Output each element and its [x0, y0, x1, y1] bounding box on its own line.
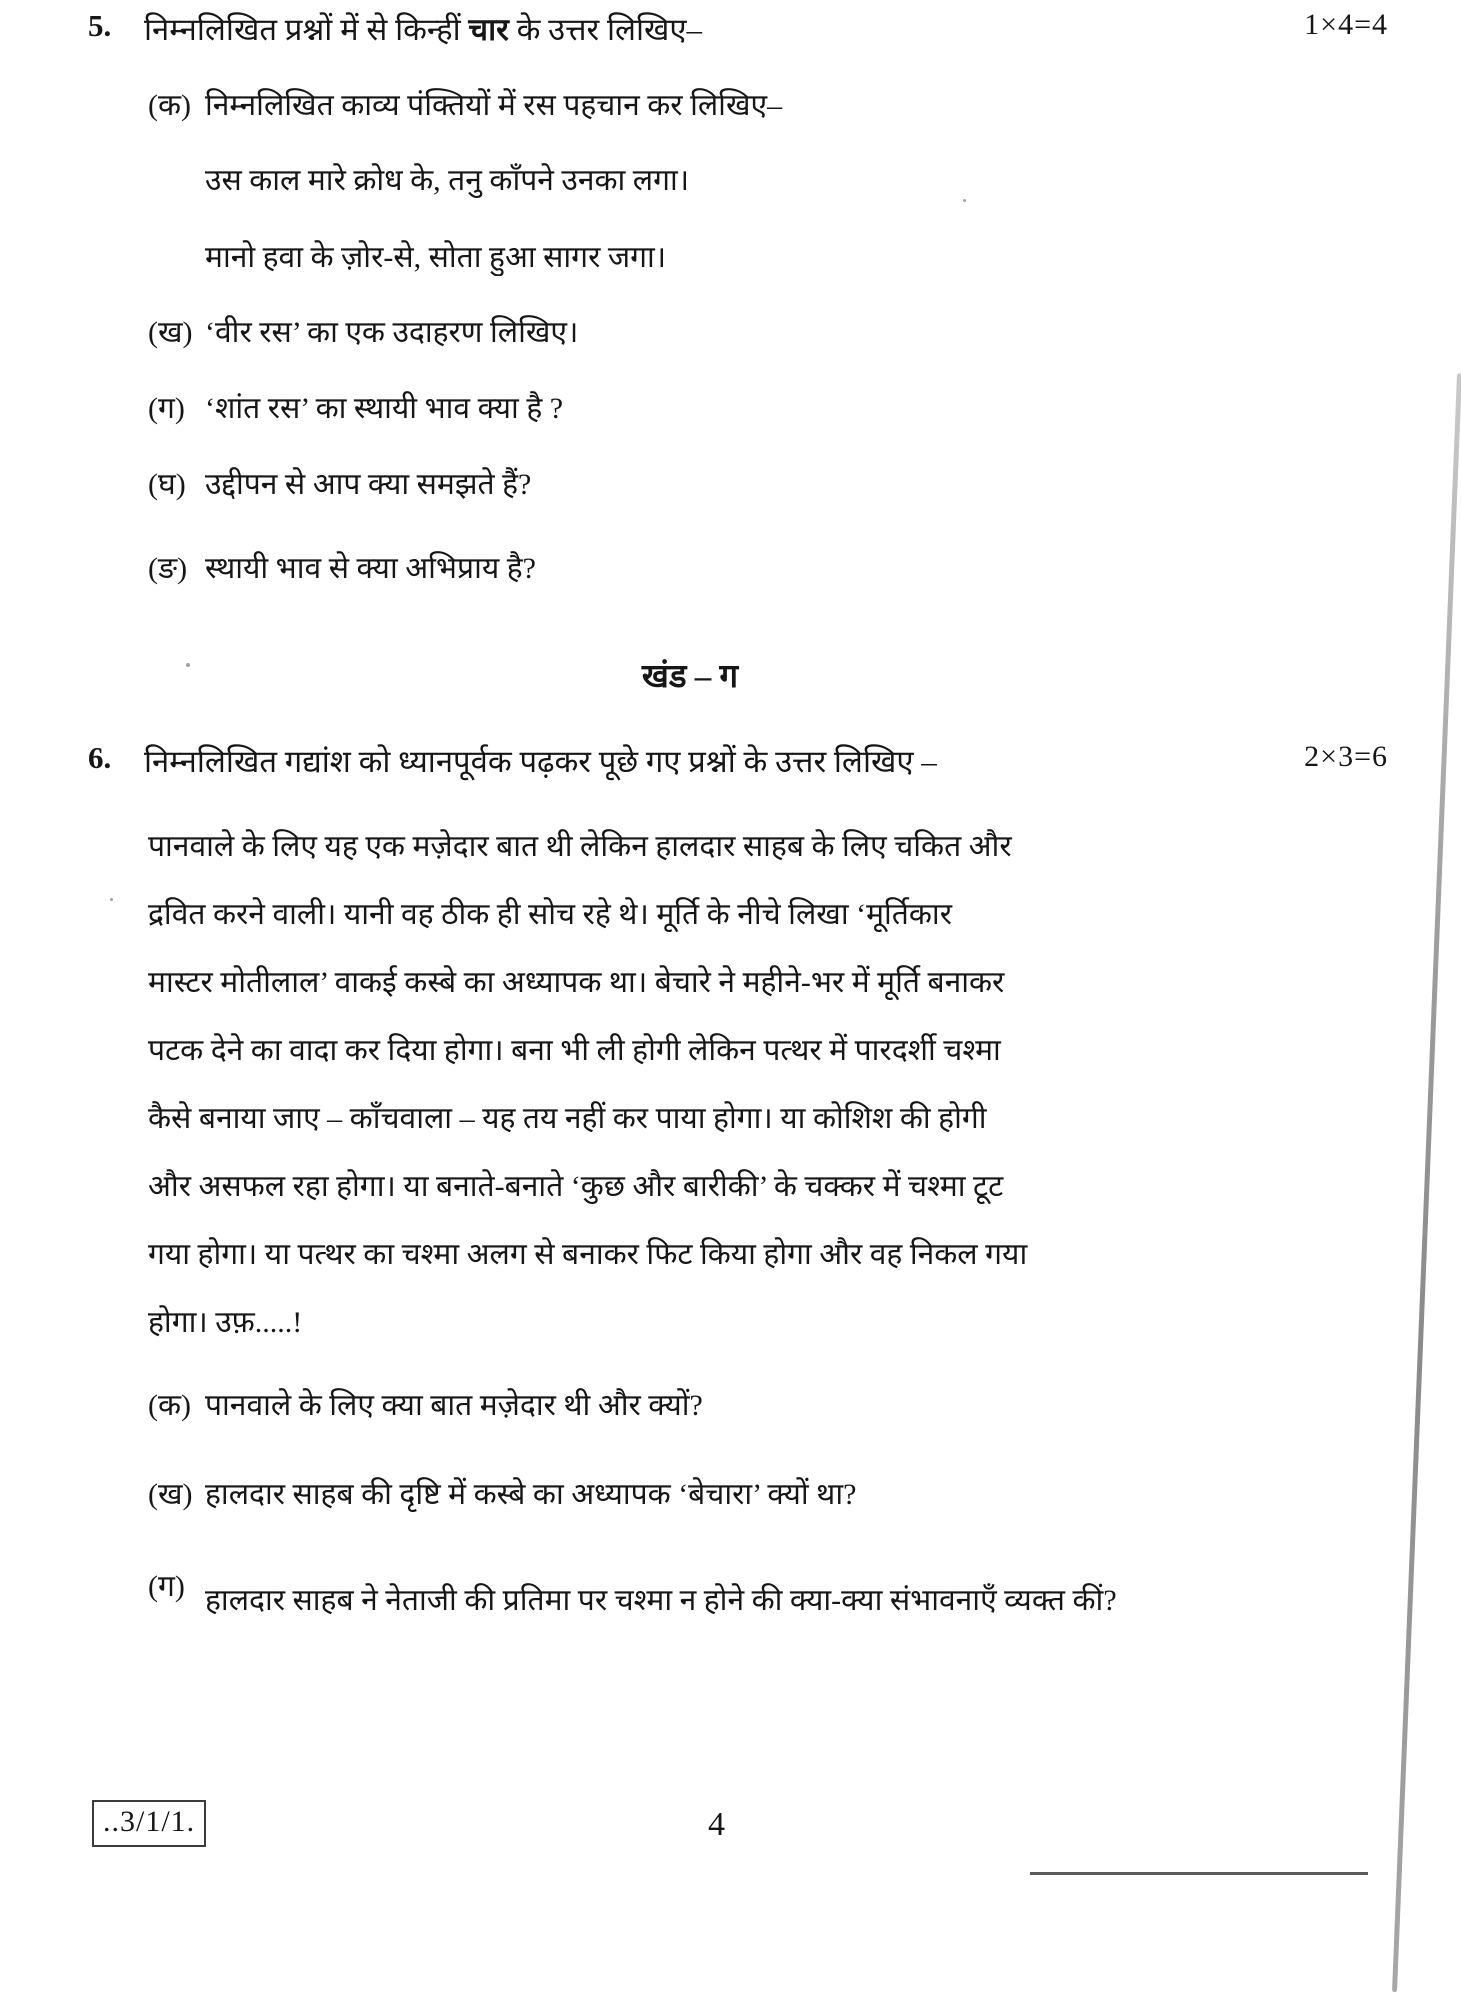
section-title: खंड – ग [641, 659, 739, 695]
question-5-sub-a-row [148, 83, 1388, 124]
question-6-sub-a-label: (क) [148, 1389, 192, 1422]
question-6-marks: 2×3=6 [1304, 740, 1388, 773]
question-6-sub-a-row [148, 1383, 1388, 1424]
question-5-sub-a-label: (क) [148, 89, 192, 122]
question-5-header-row [88, 8, 1388, 50]
question-5-sub-e-text: स्थायी भाव से क्या अभिप्राय है? [205, 552, 536, 585]
question-5-marks: 1×4=4 [1304, 8, 1388, 41]
question-6-sub-b-row [148, 1472, 1388, 1513]
question-5-sub-c-label: (ग) [148, 392, 185, 425]
passage-line: गया होगा। या पत्थर का चश्मा अलग से बनाकर फिट किया होगा और वह निकल गया [148, 1238, 1028, 1271]
question-5-sub-d-label: (घ) [148, 468, 186, 501]
paper-code-box: ..3/1/1. [92, 1800, 206, 1847]
page-number: 4 [708, 1806, 725, 1843]
question-5-sub-a-text: निम्नलिखित काव्य पंक्तियों में रस पहचान कर लिखिए– [205, 89, 783, 122]
question-5-sub-c-text: ‘शांत रस’ का स्थायी भाव क्या है ? [205, 392, 564, 425]
poem-line-2: मानो हवा के ज़ोर-से, सोता हुआ सागर जगा। [205, 241, 667, 274]
question-5-text-prefix: निम्नलिखित प्रश्नों में से किन्हीं [144, 12, 469, 47]
poem-line-1: उस काल मारे क्रोध के, तनु काँपने उनका लगा। [205, 164, 690, 197]
passage-line: कैसे बनाया जाए – काँचवाला – यह तय नहीं कर पाया होगा। या कोशिश की होगी [148, 1102, 987, 1135]
question-5-sub-b-row [148, 310, 1388, 351]
passage-line: मास्टर मोतीलाल’ वाकई कस्बे का अध्यापक था। बेचारे ने महीने-भर में मूर्ति बनाकर [148, 966, 1005, 999]
passage-line: होगा। उफ़.....! [148, 1306, 303, 1339]
question-5-sub-b-text: ‘वीर रस’ का एक उदाहरण लिखिए। [205, 316, 579, 349]
question-6-header-row [88, 740, 1388, 782]
scan-edge-artifact [1392, 373, 1461, 1992]
question-6-sub-c-text: हालदार साहब ने नेताजी की प्रतिमा पर चश्मा न होने की क्या-क्या संभावनाएँ व्यक्त कीं? [205, 1584, 1117, 1617]
question-6-sub-c-row [148, 1564, 1388, 1637]
question-5-text [144, 8, 1292, 50]
question-6-text: निम्नलिखित गद्यांश को ध्यानपूर्वक पढ़कर पूछे गए प्रश्नों के उत्तर लिखिए – [144, 744, 937, 779]
question-5-text-bold: चार [468, 12, 509, 47]
footer-rule-line [1030, 1872, 1368, 1875]
question-5-sub-e-label: (ङ) [148, 552, 188, 585]
question-5-sub-d-text: उद्दीपन से आप क्या समझते हैं? [205, 468, 532, 501]
passage-block [148, 822, 1138, 1366]
question-5-text-suffix: के उत्तर लिखिए– [508, 12, 703, 47]
scan-speck [186, 663, 190, 667]
question-6-sub-b-text: हालदार साहब की दृष्टि में कस्बे का अध्यापक ‘बेचारा’ क्यों था? [205, 1478, 857, 1511]
scan-speck [110, 898, 113, 901]
scan-speck [963, 199, 966, 202]
question-6-sub-a-text: पानवाले के लिए क्या बात मज़ेदार थी और क्यों? [205, 1389, 703, 1422]
question-5-sub-c-row [148, 386, 1388, 427]
question-5-sub-b-label: (ख) [148, 316, 193, 349]
passage-line: पटक देने का वादा कर दिया होगा। बना भी ली होगी लेकिन पत्थर में पारदर्शी चश्मा [148, 1034, 1001, 1067]
question-6-number: 6. [88, 740, 112, 775]
passage-line: द्रवित करने वाली। यानी वह ठीक ही सोच रहे थे। मूर्ति के नीचे लिखा ‘मूर्तिकार [148, 898, 952, 931]
passage-line: पानवाले के लिए यह एक मज़ेदार बात थी लेकिन हालदार साहब के लिए चकित और [148, 830, 1012, 863]
question-6-sub-b-label: (ख) [148, 1478, 193, 1511]
question-5-sub-e-row [148, 546, 1388, 587]
question-5-number: 5. [88, 8, 112, 43]
question-5-sub-d-row [148, 462, 1388, 503]
passage-line: और असफल रहा होगा। या बनाते-बनाते ‘कुछ और बारीकी’ के चक्कर में चश्मा टूट [148, 1170, 1004, 1203]
question-6-sub-c-label: (ग) [148, 1570, 185, 1603]
